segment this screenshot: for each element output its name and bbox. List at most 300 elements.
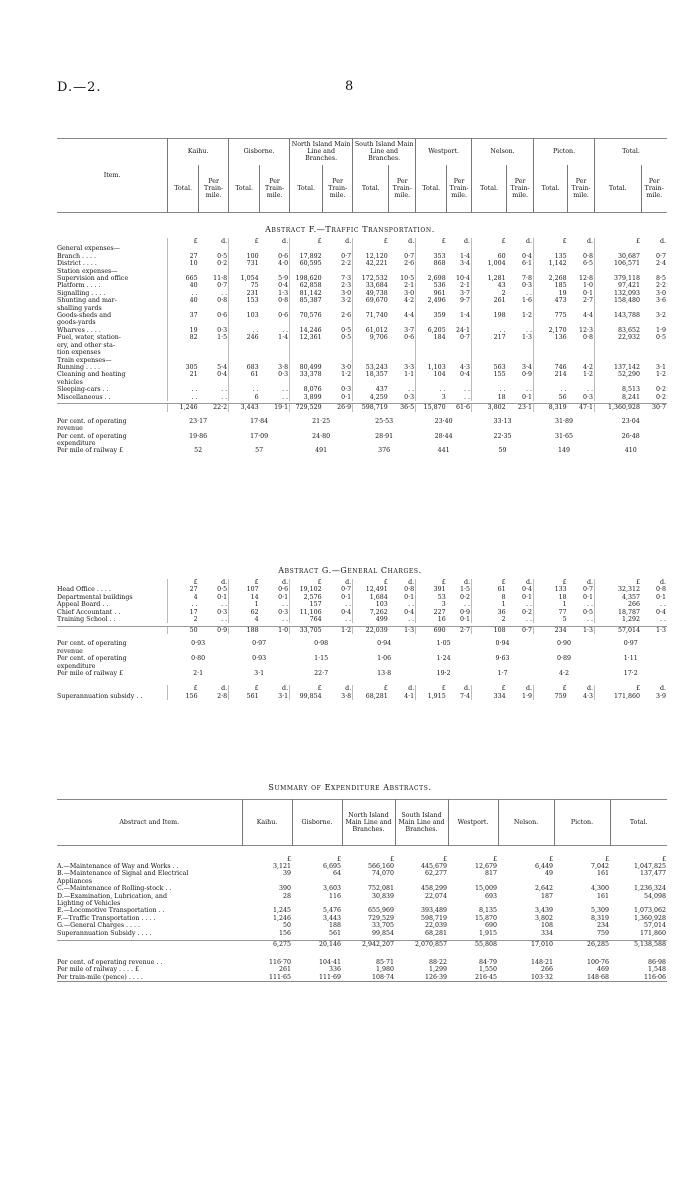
- cell-total: 437: [353, 386, 389, 393]
- row-label: Sleeping-cars . .: [57, 386, 109, 394]
- cell-total: 103: [353, 601, 389, 608]
- cell-value: 25·53: [375, 417, 394, 425]
- cell-total: 11,106: [290, 609, 323, 616]
- cell-per-train-mile: 2·4: [655, 260, 666, 268]
- cell-value: £: [661, 855, 666, 863]
- row-label: Fuel, water, station-: [57, 334, 121, 342]
- cell-total: [168, 319, 199, 326]
- cell-total: 36: [472, 609, 507, 616]
- cell-total: 137,142: [595, 364, 642, 371]
- cell-per-train-mile: 7·3: [341, 275, 352, 283]
- cell-per-train-mile: 1·2: [341, 371, 352, 379]
- cell-total: 61: [229, 371, 260, 378]
- cell-per-train-mile: 5·4: [217, 363, 228, 371]
- cell-per-train-mile: . .: [282, 601, 289, 609]
- cell-total: 1,292: [595, 616, 642, 623]
- empty-cell: [534, 425, 595, 432]
- cell-per-train-mile: [260, 342, 290, 349]
- cell-total: 103: [229, 312, 260, 319]
- cell-total: [229, 342, 260, 349]
- cell-total: [229, 349, 260, 356]
- cell-total: 30,687: [595, 253, 642, 260]
- cell-total: 49,738: [353, 290, 389, 297]
- cell-per-train-mile: 0·9: [522, 371, 533, 379]
- cell-value: 52: [194, 447, 203, 455]
- cell-total: £: [416, 238, 447, 245]
- cell-per-train-mile: 3·9: [655, 692, 666, 700]
- row-label: Per train-mile (pence) . . . .: [57, 973, 143, 981]
- cell-per-train-mile: d.: [586, 579, 594, 586]
- cell-total: 61: [472, 586, 507, 593]
- cell-total: . .: [472, 386, 507, 393]
- cell-value: [554, 900, 610, 907]
- cell-total: [290, 245, 323, 252]
- cell-total: 759: [534, 693, 568, 700]
- cell-per-train-mile: 0·1: [522, 393, 533, 401]
- row-label: Train expenses—: [57, 356, 112, 364]
- cell-total: 136: [534, 334, 568, 341]
- table-row: [57, 907, 667, 914]
- table-row: [57, 594, 667, 601]
- cell-total: [229, 245, 260, 252]
- cell-total: 690: [416, 626, 447, 634]
- cell-value: 20,146: [292, 941, 342, 949]
- cell-per-train-mile: d.: [586, 685, 594, 693]
- cell-total: [472, 305, 507, 312]
- cell-value: 23·40: [434, 417, 453, 425]
- cell-per-train-mile: 0·4: [655, 608, 666, 616]
- group-header-nelson: Nelson.: [472, 139, 534, 165]
- document-code: D.—2.: [57, 80, 102, 95]
- cell-per-train-mile: 24·1: [455, 326, 471, 334]
- cell-per-train-mile: 3·2: [341, 297, 352, 305]
- cell-per-train-mile: [568, 268, 595, 275]
- row-label: Running . . . .: [57, 363, 101, 371]
- cell-per-train-mile: [641, 342, 667, 349]
- cell-total: 4: [168, 594, 199, 601]
- cell-per-train-mile: [323, 268, 353, 275]
- row-label: shalling yards: [57, 304, 102, 312]
- ratio-row: [57, 974, 667, 982]
- cell-value: 817: [484, 870, 497, 878]
- cell-value: 0·90: [557, 640, 572, 648]
- cell-total: [229, 268, 260, 275]
- cell-per-train-mile: 2·3: [341, 282, 352, 290]
- row-label: [57, 626, 168, 634]
- cell-total: 22,932: [595, 334, 642, 341]
- cell-per-train-mile: 1·2: [655, 371, 666, 379]
- cell-value: 8,319: [590, 914, 609, 922]
- cell-per-train-mile: [641, 268, 667, 275]
- empty-cell: [353, 425, 416, 432]
- ratio-row: [57, 433, 667, 440]
- cell-per-train-mile: 1·9: [522, 692, 533, 700]
- cell-per-train-mile: 0·4: [522, 586, 533, 594]
- cell-value: 23·17: [189, 417, 208, 425]
- empty-cell: [416, 663, 472, 670]
- cell-total: 14,246: [290, 327, 323, 334]
- cell-total: £: [168, 685, 199, 692]
- cell-value: 561: [328, 929, 341, 937]
- cell-total: 77: [534, 609, 568, 616]
- cell-total: 2: [168, 616, 199, 623]
- cell-per-train-mile: [323, 357, 353, 364]
- cell-total: 69,670: [353, 297, 389, 304]
- cell-total: 1,281: [472, 275, 507, 282]
- cell-value: 1,047,825: [633, 862, 666, 870]
- cell-value: 86·98: [647, 958, 666, 966]
- cell-per-train-mile: 0·3: [341, 386, 352, 394]
- cell-per-train-mile: 7·8: [522, 275, 533, 283]
- abstract-f-title: Abstract F.—Traffic Transportation.: [265, 225, 435, 234]
- cell-total: [353, 245, 389, 252]
- cell-value: 22·35: [493, 432, 512, 440]
- cell-per-train-mile: [568, 305, 595, 312]
- cell-total: [534, 268, 568, 275]
- cell-value: [292, 878, 342, 885]
- cell-per-train-mile: [568, 319, 595, 326]
- cell-total: £: [595, 685, 642, 692]
- cell-total: 143,788: [595, 312, 642, 319]
- cell-total: 40: [168, 297, 199, 304]
- cell-total: 188: [229, 626, 260, 634]
- cell-per-train-mile: [507, 268, 534, 275]
- cell-per-train-mile: 0·2: [655, 393, 666, 401]
- table-row: [57, 394, 667, 401]
- cell-total: £: [168, 238, 199, 245]
- cell-total: . .: [534, 386, 568, 393]
- cell-total: 37: [168, 312, 199, 319]
- table-row: [57, 616, 667, 623]
- cell-per-train-mile: d.: [408, 238, 415, 245]
- cell-value: 6,695: [322, 862, 341, 870]
- row-label: Per cent. of operating revenue . .: [57, 958, 163, 966]
- table-row: [57, 609, 667, 616]
- cell-value: 64: [332, 870, 341, 878]
- cell-total: [416, 319, 447, 326]
- cell-value: 1,550: [478, 966, 497, 974]
- cell-total: 563: [472, 364, 507, 371]
- cell-per-train-mile: 0·3: [278, 608, 289, 616]
- cell-per-train-mile: [447, 342, 472, 349]
- table-row: [57, 357, 667, 364]
- cell-total: 473: [534, 297, 568, 304]
- cell-per-train-mile: d.: [221, 685, 228, 693]
- row-label: F.—Traffic Transportation . . . .: [57, 914, 156, 922]
- cell-total: 18,357: [353, 371, 389, 378]
- cell-total: 3,802: [472, 404, 507, 412]
- row-label: A.—Maintenance of Way and Works . .: [57, 862, 179, 870]
- cell-per-train-mile: 0·1: [460, 616, 471, 624]
- ratio-row: [57, 418, 667, 425]
- cell-per-train-mile: [641, 245, 667, 252]
- row-label: [57, 941, 242, 949]
- cell-total: 353: [416, 253, 447, 260]
- superannuation-row: [57, 693, 667, 700]
- row-label: Shunting and mar-: [57, 297, 117, 305]
- subheader-total: Total.: [416, 165, 447, 213]
- cell-per-train-mile: [507, 342, 534, 349]
- cell-per-train-mile: 30·7: [641, 404, 667, 412]
- cell-per-train-mile: [447, 379, 472, 386]
- cell-value: 0·93: [252, 655, 267, 663]
- cell-value: 491: [315, 447, 328, 455]
- cell-total: [534, 319, 568, 326]
- spacer-cell: [57, 846, 667, 856]
- cell-total: [290, 319, 323, 326]
- cell-total: 97,421: [595, 282, 642, 289]
- cell-per-train-mile: . .: [464, 601, 471, 609]
- row-label: C.—Maintenance of Rolling-stock . .: [57, 885, 172, 893]
- empty-cell: [229, 440, 290, 447]
- cell-per-train-mile: 8·5: [655, 275, 666, 283]
- cell-total: 133: [534, 586, 568, 593]
- cell-total: £: [353, 238, 389, 245]
- cell-per-train-mile: d.: [525, 685, 533, 693]
- abstract-g-table: [57, 579, 667, 700]
- row-label-continuation: revenue: [57, 647, 83, 655]
- cell-value: 4·2: [559, 669, 570, 677]
- cell-per-train-mile: 4·2: [404, 297, 415, 305]
- cell-total: 42,221: [353, 260, 389, 267]
- cell-total: £: [290, 579, 323, 586]
- cell-per-train-mile: . .: [464, 386, 471, 394]
- cell-per-train-mile: 0·1: [278, 593, 289, 601]
- cell-per-train-mile: 1·4: [460, 252, 471, 260]
- cell-value: 234: [596, 922, 609, 930]
- cell-per-train-mile: 3·1: [278, 692, 289, 700]
- cell-per-train-mile: 0·7: [583, 586, 594, 594]
- cell-per-train-mile: . .: [408, 616, 415, 624]
- cell-total: 18: [472, 394, 507, 401]
- cell-total: [290, 357, 323, 364]
- cell-total: 50: [168, 626, 199, 634]
- cell-per-train-mile: 6·5: [583, 260, 594, 268]
- cell-total: 4,259: [353, 394, 389, 401]
- cell-total: £: [290, 238, 323, 245]
- cell-total: 82: [168, 334, 199, 341]
- ratio-row: [57, 966, 667, 973]
- cell-total: . .: [229, 327, 260, 334]
- cell-value: 1·05: [436, 640, 451, 648]
- cell-total: 156: [168, 693, 199, 700]
- table-row: [57, 586, 667, 593]
- cell-total: 214: [534, 371, 568, 378]
- cell-per-train-mile: d.: [463, 238, 471, 245]
- cell-per-train-mile: 0·8: [404, 586, 415, 594]
- cell-total: [353, 305, 389, 312]
- cell-per-train-mile: 0·5: [655, 334, 666, 342]
- cell-value: [342, 878, 395, 885]
- cell-per-train-mile: 0·4: [404, 608, 415, 616]
- cell-total: 70,576: [290, 312, 323, 319]
- cell-per-train-mile: [323, 342, 353, 349]
- cell-per-train-mile: [389, 379, 416, 386]
- row-label: Training School . .: [57, 616, 116, 624]
- cell-per-train-mile: d.: [463, 685, 471, 693]
- cell-per-train-mile: [199, 268, 229, 275]
- cell-total: £: [416, 579, 447, 586]
- cell-total: 17,892: [290, 253, 323, 260]
- table-row: [57, 900, 667, 907]
- cell-total: 1,915: [416, 693, 447, 700]
- cell-per-train-mile: 0·3: [278, 371, 289, 379]
- cell-total: [168, 342, 199, 349]
- cell-total: 961: [416, 290, 447, 297]
- cell-value: 655,969: [367, 907, 394, 915]
- row-label-continuation: expenditure: [57, 440, 96, 448]
- cell-per-train-mile: . .: [221, 601, 228, 609]
- cell-total: 62: [229, 609, 260, 616]
- cell-value: £: [492, 855, 497, 863]
- cell-total: [353, 379, 389, 386]
- cell-value: 0·93: [191, 640, 206, 648]
- cell-total: 868: [416, 260, 447, 267]
- cell-per-train-mile: 4·0: [278, 260, 289, 268]
- cell-value: 693: [484, 892, 497, 900]
- cell-total: 234: [534, 626, 568, 634]
- cell-per-train-mile: [389, 342, 416, 349]
- cell-value: 393,489: [420, 907, 447, 915]
- empty-cell: [472, 425, 534, 432]
- cell-total: [472, 268, 507, 275]
- cell-per-train-mile: [260, 349, 290, 356]
- cell-per-train-mile: [199, 245, 229, 252]
- cell-value: 1·15: [314, 655, 329, 663]
- cell-total: [472, 379, 507, 386]
- cell-total: £: [353, 579, 389, 586]
- group-header-total: Total.: [595, 139, 667, 165]
- cell-per-train-mile: . .: [659, 601, 666, 609]
- cell-value: 0·89: [557, 655, 572, 663]
- cell-per-train-mile: 0·7: [341, 252, 352, 260]
- cell-total: 598,719: [353, 404, 389, 412]
- cell-total: 80,499: [290, 364, 323, 371]
- cell-per-train-mile: [199, 319, 229, 326]
- subheader-total: Total.: [290, 165, 323, 213]
- cell-per-train-mile: 0·4: [460, 371, 471, 379]
- cell-value: [498, 878, 554, 885]
- cell-total: 19,102: [290, 586, 323, 593]
- row-label: B.—Maintenance of Signal and Electrical: [57, 870, 189, 878]
- cell-per-train-mile: 1·0: [260, 626, 290, 634]
- cell-per-train-mile: [568, 349, 595, 356]
- cell-total: [168, 305, 199, 312]
- cell-value: 28: [282, 892, 291, 900]
- cell-per-train-mile: 19·1: [260, 404, 290, 412]
- total-row: [57, 626, 667, 634]
- cell-value: 2·1: [193, 669, 204, 677]
- cell-per-train-mile: [260, 357, 290, 364]
- cell-per-train-mile: 0·3: [522, 282, 533, 290]
- empty-cell: [595, 440, 667, 447]
- cell-total: 132,093: [595, 290, 642, 297]
- cell-total: 2,268: [534, 275, 568, 282]
- cell-value: 1,236,324: [633, 885, 666, 893]
- cell-per-train-mile: [641, 357, 667, 364]
- row-label: E.—Locomotive Transportation . .: [57, 907, 165, 915]
- cell-total: 171,860: [595, 693, 642, 700]
- empty-cell: [416, 425, 472, 432]
- table-row: [57, 253, 667, 260]
- empty-cell: [534, 663, 595, 670]
- cell-value: 116·70: [268, 958, 291, 966]
- cell-per-train-mile: [199, 357, 229, 364]
- cell-total: 3,443: [229, 404, 260, 412]
- cell-total: 18,787: [595, 609, 642, 616]
- cell-total: 4,357: [595, 594, 642, 601]
- cell-total: 135: [534, 253, 568, 260]
- cell-per-train-mile: . .: [282, 393, 289, 401]
- cell-total: 52,290: [595, 371, 642, 378]
- cell-per-train-mile: . .: [282, 386, 289, 394]
- cell-total: 21: [168, 371, 199, 378]
- cell-per-train-mile: . .: [587, 616, 594, 624]
- cell-value: 1·7: [497, 669, 508, 677]
- cell-per-train-mile: 0·4: [278, 282, 289, 290]
- cell-per-train-mile: 1·3: [389, 626, 416, 634]
- cell-total: 1,246: [168, 404, 199, 412]
- cell-total: £: [290, 685, 323, 692]
- abstract-g-title: Abstract G.—General Charges.: [278, 566, 422, 575]
- cell-value: 376: [378, 447, 391, 455]
- cell-per-train-mile: 0·7: [507, 626, 534, 634]
- subheader-per-train-mile: Per Train-mile.: [260, 165, 290, 213]
- cell-per-train-mile: 3·8: [341, 692, 352, 700]
- cell-total: 5: [534, 616, 568, 623]
- cell-per-train-mile: 1·3: [641, 626, 667, 634]
- cell-total: [534, 305, 568, 312]
- cell-per-train-mile: [323, 305, 353, 312]
- row-label: Superannuation subsidy . .: [57, 692, 143, 700]
- cell-total: 71,740: [353, 312, 389, 319]
- cell-per-train-mile: d.: [463, 579, 471, 586]
- cell-per-train-mile: . .: [464, 393, 471, 401]
- cell-value: 59: [498, 447, 507, 455]
- cell-per-train-mile: [507, 245, 534, 252]
- cell-total: [229, 319, 260, 326]
- summary-column-header: Picton.: [554, 800, 610, 846]
- empty-cell: [168, 425, 229, 432]
- cell-total: [229, 379, 260, 386]
- cell-value: [395, 878, 448, 885]
- cell-per-train-mile: [389, 357, 416, 364]
- empty-cell: [353, 440, 416, 447]
- cell-per-train-mile: [323, 349, 353, 356]
- empty-cell: [416, 440, 472, 447]
- cell-per-train-mile: 0·1: [655, 593, 666, 601]
- cell-value: 57: [255, 447, 264, 455]
- cell-value: 31·89: [555, 417, 574, 425]
- cell-total: £: [595, 238, 642, 245]
- cell-per-train-mile: 0·6: [278, 312, 289, 320]
- ratio-row: [57, 655, 667, 662]
- cell-total: £: [353, 685, 389, 692]
- cell-total: 1,684: [353, 594, 389, 601]
- cell-value: 729,529: [367, 914, 394, 922]
- cell-value: 111·69: [318, 973, 341, 981]
- cell-per-train-mile: d.: [221, 238, 228, 245]
- cell-total: 185: [534, 282, 568, 289]
- cell-per-train-mile: [260, 319, 290, 326]
- cell-total: 56: [534, 394, 568, 401]
- cell-value: 17,010: [498, 941, 554, 949]
- cell-per-train-mile: 1·3: [278, 289, 289, 297]
- cell-total: . .: [168, 290, 199, 297]
- cell-total: 7,262: [353, 609, 389, 616]
- cell-total: . .: [472, 327, 507, 334]
- cell-total: [534, 357, 568, 364]
